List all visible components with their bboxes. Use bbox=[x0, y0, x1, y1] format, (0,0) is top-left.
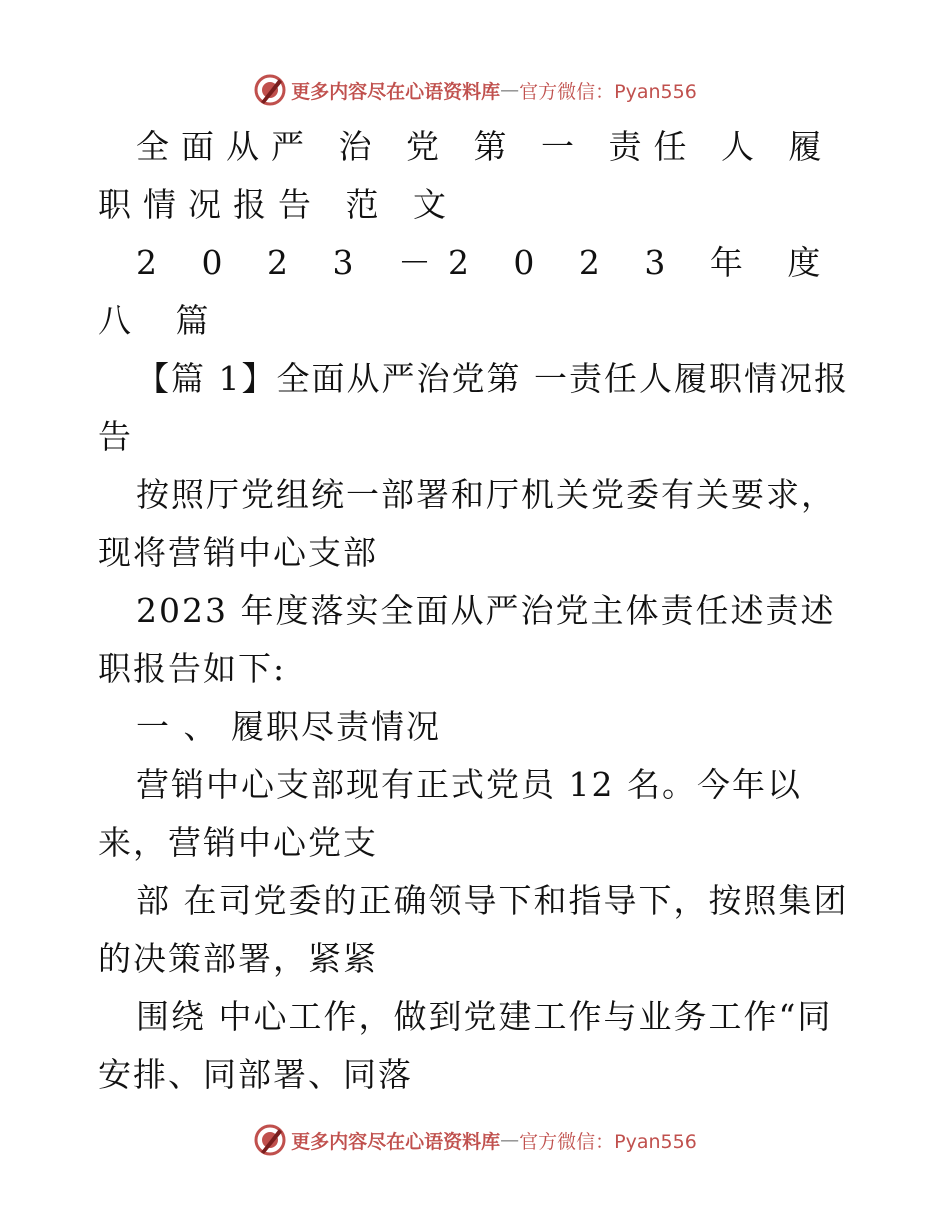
paragraph: 部 在司党委的正确领导下和指导下，按照集团的决策部署，紧紧 bbox=[98, 881, 849, 978]
banner-brand: 更多内容尽在心语资料库 bbox=[291, 80, 501, 103]
paragraph: 围绕 中心工作，做到党建工作与业务工作“同安排、同部署、同落 bbox=[98, 997, 833, 1094]
pen-logo-icon bbox=[253, 73, 287, 107]
banner-separator: — bbox=[500, 1129, 520, 1151]
footer-banner bbox=[0, 1120, 950, 1160]
document-body bbox=[98, 118, 858, 1104]
paragraph: 按照厅党组统一部署和厅机关党委有关要求，现将营销中心支部 bbox=[98, 475, 836, 572]
subsection-heading: 一 、 履职尽责情况 bbox=[136, 707, 441, 746]
doc-title: 全面从严 治 党 第 一 责任 人 履 职情况报告 范 文 bbox=[98, 127, 834, 224]
header-banner bbox=[0, 70, 950, 110]
banner-separator: — bbox=[500, 79, 520, 101]
banner-brand: 更多内容尽在心语资料库 bbox=[291, 1130, 501, 1153]
doc-subtitle: 2 0 2 3 －2 0 2 3 年 度 八 篇 bbox=[98, 243, 838, 340]
paragraph: 营销中心支部现有正式党员 12 名。今年以来，营销中心党支 bbox=[98, 765, 802, 862]
section-heading: 【篇 1】全面从严治党第 一责任人履职情况报告 bbox=[98, 359, 849, 456]
paragraph: 2023 年度落实全面从严治党主体责任述责述职报告如下: bbox=[98, 591, 836, 688]
banner-wechat: 官方微信：Pyan556 bbox=[519, 80, 697, 103]
pen-logo-icon bbox=[253, 1123, 287, 1157]
banner-wechat: 官方微信：Pyan556 bbox=[519, 1130, 697, 1153]
